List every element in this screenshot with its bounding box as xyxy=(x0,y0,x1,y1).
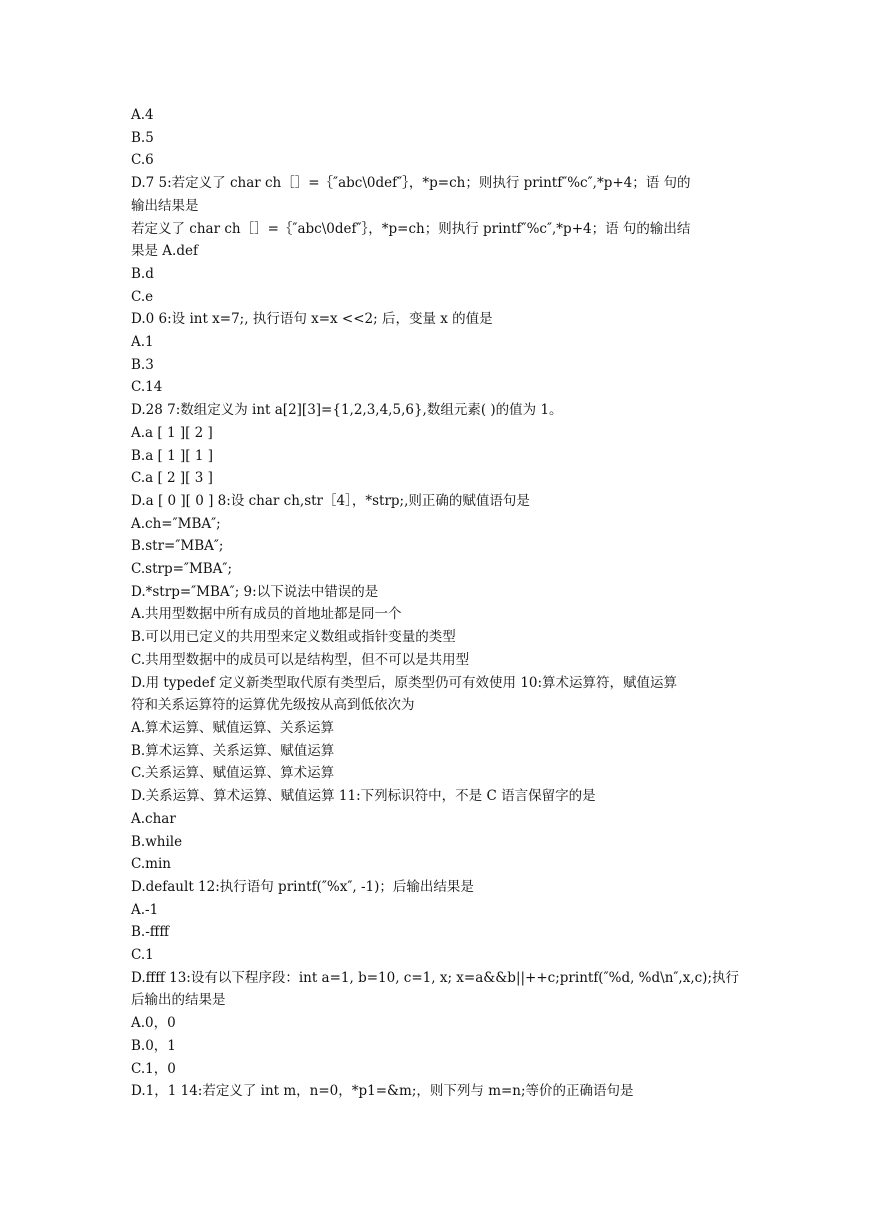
text-line: B.a [ 1 ][ 1 ] xyxy=(131,447,213,464)
text-line: A.1 xyxy=(131,334,154,351)
text-line: A.a [ 1 ][ 2 ] xyxy=(131,424,213,441)
text-line: A.char xyxy=(131,810,176,827)
text-line: A.4 xyxy=(131,107,154,123)
text-line: B.3 xyxy=(131,356,154,373)
text-line: A.0，0 xyxy=(131,1015,176,1032)
text-line: C.strp=″MBA″; xyxy=(131,561,233,578)
text-line: D.28 7:数组定义为 int a[2][3]={1,2,3,4,5,6},数组元素( )的值为 1。 xyxy=(131,402,563,419)
text-line: D.*strp=″MBA″; 9:以下说法中错误的是 xyxy=(131,583,379,600)
text-line: 后输出的结果是 xyxy=(131,992,226,1009)
text-line: B.可以用已定义的共用型来定义数组或指针变量的类型 xyxy=(131,629,456,646)
text-line: C.6 xyxy=(131,152,154,169)
text-line: B.d xyxy=(131,265,154,282)
text-line: C.共用型数据中的成员可以是结构型，但不可以是共用型 xyxy=(131,651,470,668)
text-line: D.用 typedef 定义新类型取代原有类型后，原类型仍可有效使用 10:算术运算符，赋值运算 xyxy=(131,674,678,691)
text-line: D.0 6:设 int x=7;, 执行语句 x=x <<2; 后，变量 x 的值是 xyxy=(131,311,493,328)
text-line: A.ch=″MBA″; xyxy=(131,515,221,532)
text-line: D.default 12:执行语句 printf(″%x″, -1)；后输出结果是 xyxy=(131,878,474,895)
text-line: A.算术运算、赋值运算、关系运算 xyxy=(131,719,335,736)
text-line: B.算术运算、关系运算、赋值运算 xyxy=(131,742,335,759)
document-page xyxy=(131,104,741,1103)
text-line: 符和关系运算符的运算优先级按从高到低依次为 xyxy=(131,697,415,714)
text-line: C.e xyxy=(131,288,154,305)
text-line: C.min xyxy=(131,856,171,873)
text-line: C.a [ 2 ][ 3 ] xyxy=(131,470,213,487)
text-line: A.共用型数据中所有成员的首地址都是同一个 xyxy=(131,606,402,623)
text-line: C.1 xyxy=(131,947,154,964)
text-line: B.str=″MBA″; xyxy=(131,538,224,555)
text-line: B.0，1 xyxy=(131,1037,176,1054)
text-line: 输出结果是 xyxy=(131,197,199,214)
text-line: B.5 xyxy=(131,129,154,146)
text-line: 果是 A.def xyxy=(131,243,198,260)
text-line: C.14 xyxy=(131,379,163,396)
text-line: 若定义了 char ch［］=｛″abc\0def″｝，*p=ch；则执行 printf″%c″,*p+4；语 句的输出结 xyxy=(131,220,691,237)
text-line: D.关系运算、算术运算、赋值运算 11:下列标识符中，不是 C 语言保留字的是 xyxy=(131,788,596,805)
text-line: B.while xyxy=(131,833,183,850)
text-line: D.ffff 13:设有以下程序段：int a=1, b=10, c=1, x; x=a&&b||++c;printf(″%d, %d\n″,x,c);执行 xyxy=(131,969,740,986)
text-line: A.-1 xyxy=(131,901,159,918)
text-line: C.关系运算、赋值运算、算术运算 xyxy=(131,765,335,782)
text-line: B.-ffff xyxy=(131,924,169,941)
text-line: D.7 5:若定义了 char ch［］=｛″abc\0def″｝，*p=ch；则执行 printf″%c″,*p+4；语 句的 xyxy=(131,175,691,192)
text-line: D.1，1 14:若定义了 int m，n=0，*p1=&m;，则下列与 m=n;等价的正确语句是 xyxy=(131,1083,634,1100)
text-line: C.1，0 xyxy=(131,1060,176,1077)
text-line: D.a [ 0 ][ 0 ] 8:设 char ch,str［4］，*strp;,则正确的赋值语句是 xyxy=(131,492,530,509)
